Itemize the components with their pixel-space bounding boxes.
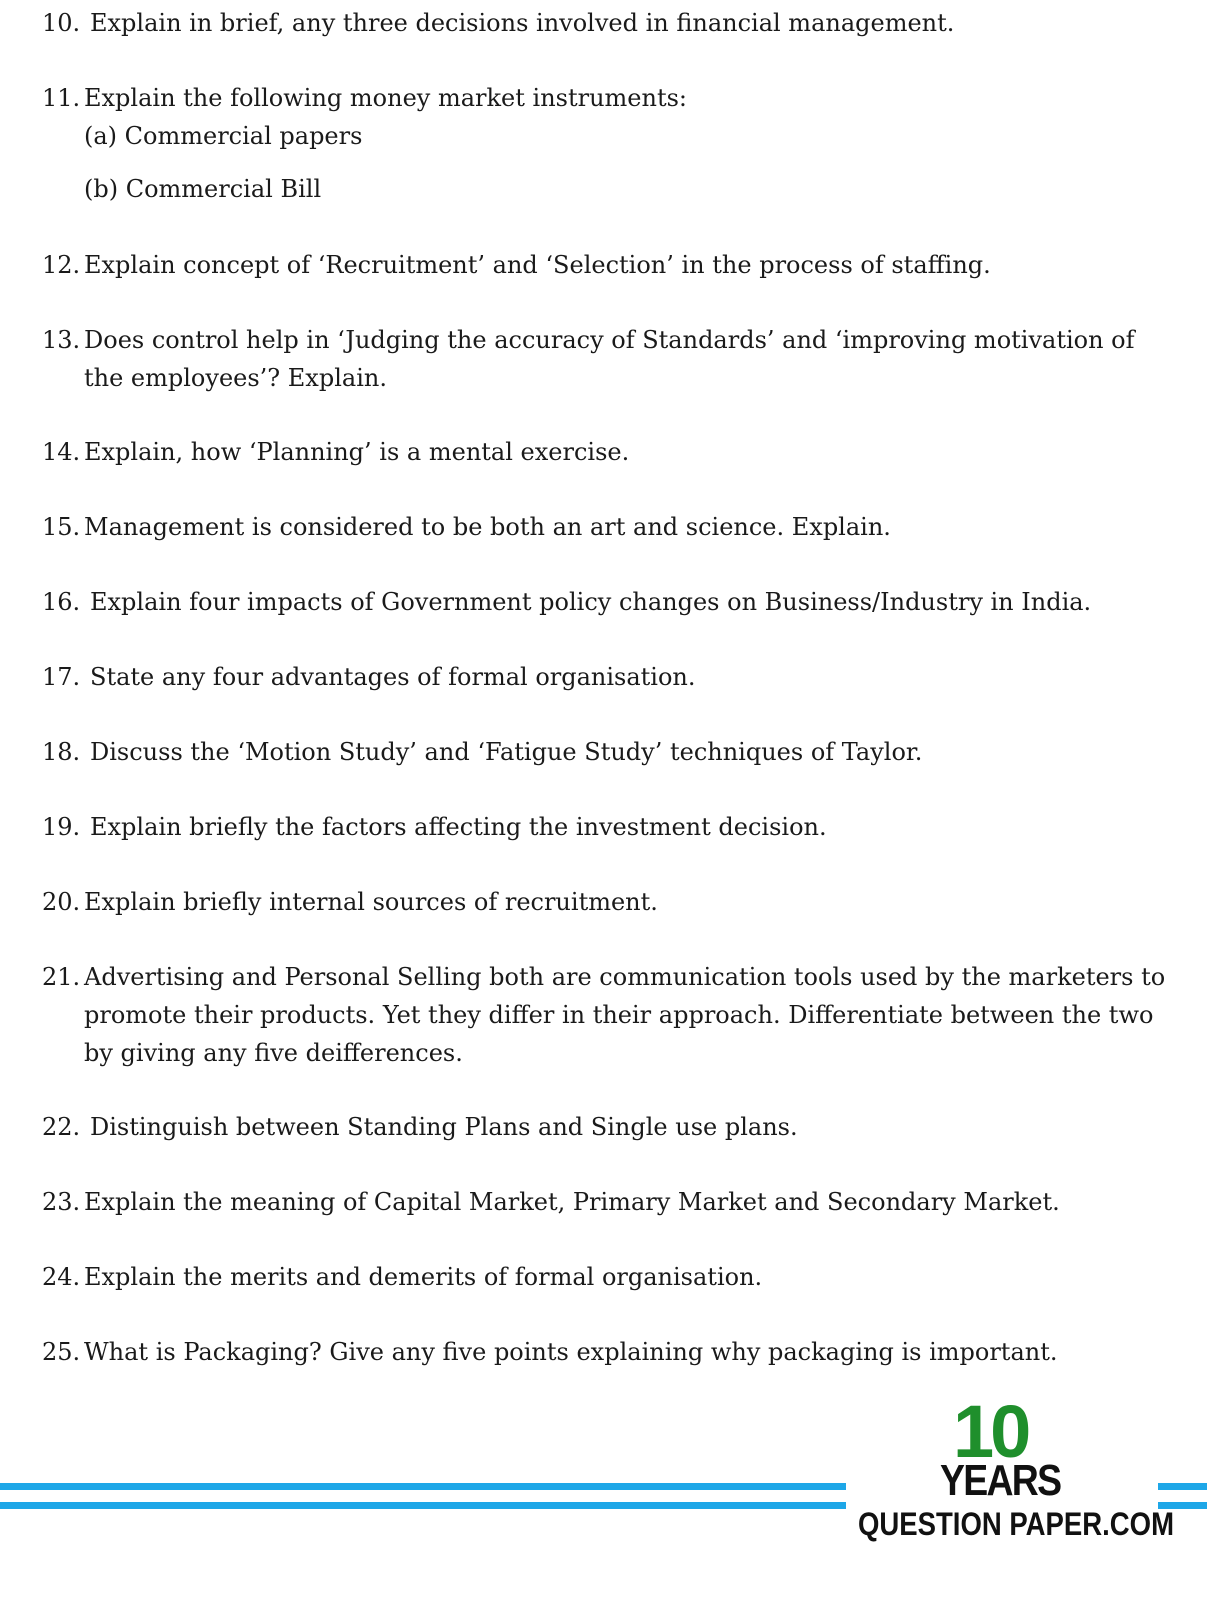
question-number: 17. bbox=[42, 663, 81, 691]
question-text: Advertising and Personal Selling both are communication tools used by the marketers to promote their products. Yet they differ in their approach. Differentiate between the two by giving any five deifferences. bbox=[84, 963, 1166, 1067]
logo-number: 10 bbox=[953, 1390, 1028, 1473]
question-24 bbox=[42, 1258, 1172, 1296]
question-text: Explain four impacts of Government policy changes on Business/Industry in India. bbox=[90, 588, 1092, 616]
logo-site: QUESTION PAPER.COM bbox=[858, 1506, 1174, 1542]
question-25 bbox=[42, 1333, 1172, 1371]
question-number: 15. bbox=[42, 513, 81, 541]
question-text: Explain concept of ‘Recruitment’ and ‘Selection’ in the process of staffing. bbox=[84, 251, 991, 279]
question-number: 14. bbox=[42, 438, 81, 466]
footer-line-top bbox=[0, 1483, 846, 1490]
question-number: 22. bbox=[42, 1113, 81, 1141]
question-19 bbox=[42, 808, 1172, 846]
question-number: 12. bbox=[42, 251, 81, 279]
question-text: Explain briefly internal sources of recruitment. bbox=[84, 888, 658, 916]
question-number: 24. bbox=[42, 1263, 81, 1291]
question-number: 11. bbox=[42, 84, 81, 112]
question-16 bbox=[42, 583, 1172, 621]
question-20 bbox=[42, 883, 1172, 921]
question-number: 18. bbox=[42, 738, 81, 766]
question-13 bbox=[42, 321, 1172, 397]
question-11-sub-b bbox=[42, 170, 1172, 208]
question-12 bbox=[42, 246, 1172, 284]
question-number: 21. bbox=[42, 963, 81, 991]
brand-logo bbox=[858, 1390, 1174, 1555]
question-text: Does control help in ‘Judging the accuracy of Standards’ and ‘improving motivation of the employees’? Explain. bbox=[84, 326, 1135, 392]
question-11-sub-a bbox=[42, 117, 1172, 155]
question-number: 19. bbox=[42, 813, 81, 841]
question-number: 13. bbox=[42, 326, 81, 354]
question-text: Explain the merits and demerits of formal organisation. bbox=[84, 1263, 763, 1291]
question-number: 10. bbox=[42, 9, 81, 37]
logo-years: YEARS bbox=[940, 1456, 1061, 1505]
question-18 bbox=[42, 733, 1172, 771]
question-text: Explain in brief, any three decisions involved in financial management. bbox=[90, 9, 955, 37]
question-number: 25. bbox=[42, 1338, 81, 1366]
question-10 bbox=[42, 4, 1172, 42]
question-text: Explain the meaning of Capital Market, Primary Market and Secondary Market. bbox=[84, 1188, 1060, 1216]
question-text: Explain briefly the factors affecting the investment decision. bbox=[90, 813, 827, 841]
question-number: 20. bbox=[42, 888, 81, 916]
question-17 bbox=[42, 658, 1172, 696]
footer-line-right-top bbox=[1158, 1483, 1207, 1490]
sub-item: (b) Commercial Bill bbox=[84, 175, 322, 203]
question-text: Management is considered to be both an art and science. Explain. bbox=[84, 513, 891, 541]
question-text: Explain, how ‘Planning’ is a mental exercise. bbox=[84, 438, 630, 466]
question-21 bbox=[42, 958, 1172, 1072]
question-text: Distinguish between Standing Plans and Single use plans. bbox=[90, 1113, 798, 1141]
question-text: What is Packaging? Give any five points explaining why packaging is important. bbox=[84, 1338, 1058, 1366]
sub-item: (a) Commercial papers bbox=[84, 122, 363, 150]
question-14 bbox=[42, 433, 1172, 471]
question-text: Explain the following money market instruments: bbox=[84, 84, 687, 112]
question-22 bbox=[42, 1108, 1172, 1146]
question-number: 16. bbox=[42, 588, 81, 616]
footer-line-bottom bbox=[0, 1502, 846, 1509]
question-number: 23. bbox=[42, 1188, 81, 1216]
question-text: State any four advantages of formal organisation. bbox=[90, 663, 696, 691]
question-15 bbox=[42, 508, 1172, 546]
question-23 bbox=[42, 1183, 1172, 1221]
question-11 bbox=[42, 79, 1172, 117]
question-text: Discuss the ‘Motion Study’ and ‘Fatigue Study’ techniques of Taylor. bbox=[90, 738, 923, 766]
